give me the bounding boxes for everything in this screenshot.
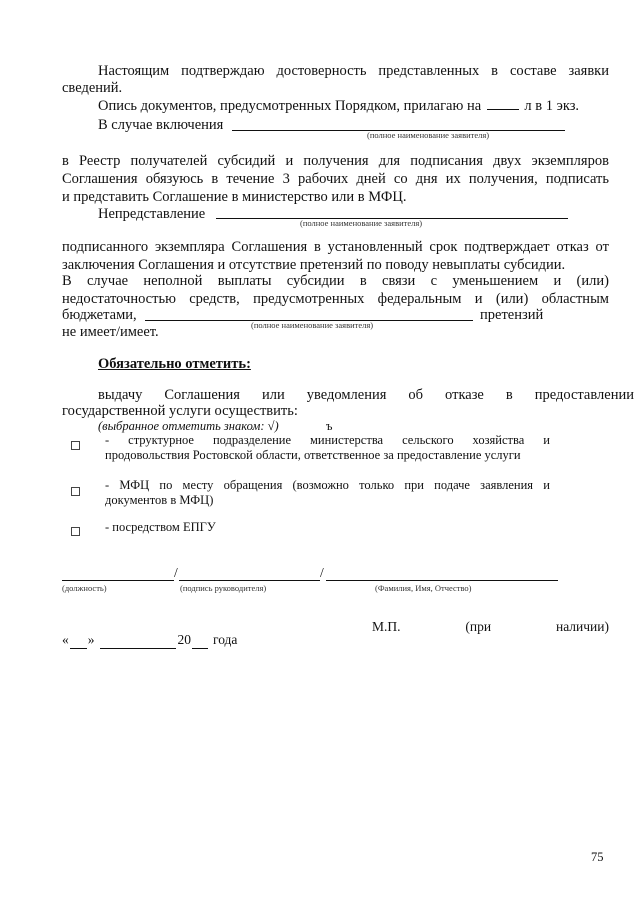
inclusion-prefix: В случае включения bbox=[98, 117, 224, 133]
option-ministry-line-1: - структурное подразделение министерства сельского хозяйства и bbox=[105, 433, 550, 447]
intro-line-1: Настоящим подтверждаю достоверность представленных в составе заявки bbox=[98, 63, 609, 79]
stamp-label: М.П. (при наличии) bbox=[372, 619, 609, 634]
signature-field[interactable] bbox=[179, 580, 320, 581]
date-day-field[interactable] bbox=[70, 632, 87, 649]
applicant-caption-2: (полное наименование заявителя) bbox=[300, 218, 423, 228]
applicant-caption-3: (полное наименование заявителя) bbox=[251, 320, 374, 330]
position-field[interactable] bbox=[62, 580, 174, 581]
check-hint: (выбранное отметить знаком: √) bbox=[98, 419, 279, 433]
date-month-field[interactable] bbox=[100, 632, 176, 649]
registry-line-1: в Реестр получателей субсидий и получения для подписания двух экземпляров bbox=[62, 153, 609, 169]
registry-line-2: Соглашения обязуюсь в течение 3 рабочих дней со дня их получения, подписать bbox=[62, 171, 609, 187]
hint-extra-mark: ъ bbox=[326, 419, 333, 433]
option-ministry-checkbox[interactable] bbox=[71, 441, 80, 450]
refusal-line-1: подписанного экземпляра Соглашения в установленный срок подтверждает отказ от bbox=[62, 239, 609, 255]
option-epgu-checkbox[interactable] bbox=[71, 527, 80, 536]
inventory-sheets-field[interactable] bbox=[487, 97, 519, 110]
option-mfc-line-1: - МФЦ по месту обращения (возможно только при подаче заявления и bbox=[105, 478, 550, 492]
option-epgu-label: - посредством ЕПГУ bbox=[105, 520, 216, 534]
full-name-field[interactable] bbox=[326, 580, 558, 581]
partial-payment-suffix: претензий bbox=[480, 307, 544, 323]
signature-slash-2: / bbox=[320, 565, 324, 580]
inventory-line: Опись документов, предусмотренных Порядком, прилагаю на л в 1 экз. bbox=[98, 98, 580, 114]
date-year-field[interactable] bbox=[192, 632, 208, 649]
partial-payment-line-2: недостаточностью средств, предусмотренных федеральным и (или) областным bbox=[62, 291, 609, 307]
full-name-caption: (Фамилия, Имя, Отчество) bbox=[375, 583, 472, 593]
partial-payment-prefix: бюджетами, bbox=[62, 307, 137, 323]
registry-line-3: и представить Соглашение в министерство или в МФЦ. bbox=[62, 189, 407, 205]
page-number: 75 bbox=[591, 850, 604, 864]
date-line: « » 20 года bbox=[62, 632, 238, 647]
refusal-line-2: заключения Соглашения и отсутствие претензий по поводу невыплаты субсидии. bbox=[62, 257, 566, 273]
option-ministry-line-2: продовольствия Ростовской области, ответственное за предоставление услуги bbox=[105, 448, 521, 462]
issuance-line-1: выдачу Соглашения или уведомления об отказе в предоставлении bbox=[98, 387, 634, 403]
position-caption: (должность) bbox=[62, 583, 107, 593]
partial-payment-line-1: В случае неполной выплаты субсидии в связи с уменьшением и (или) bbox=[62, 273, 609, 289]
applicant-caption-1: (полное наименование заявителя) bbox=[367, 130, 490, 140]
partial-payment-line-4: не имеет/имеет. bbox=[62, 324, 159, 340]
issuance-line-2: государственной услуги осуществить: bbox=[62, 403, 298, 419]
required-heading: Обязательно отметить: bbox=[98, 356, 251, 372]
option-mfc-checkbox[interactable] bbox=[71, 487, 80, 496]
non-submission-prefix: Непредставление bbox=[98, 206, 206, 222]
signature-caption: (подпись руководителя) bbox=[180, 583, 267, 593]
signature-slash-1: / bbox=[174, 565, 178, 580]
intro-line-2: сведений. bbox=[62, 80, 123, 96]
option-mfc-line-2: документов в МФЦ) bbox=[105, 493, 214, 507]
